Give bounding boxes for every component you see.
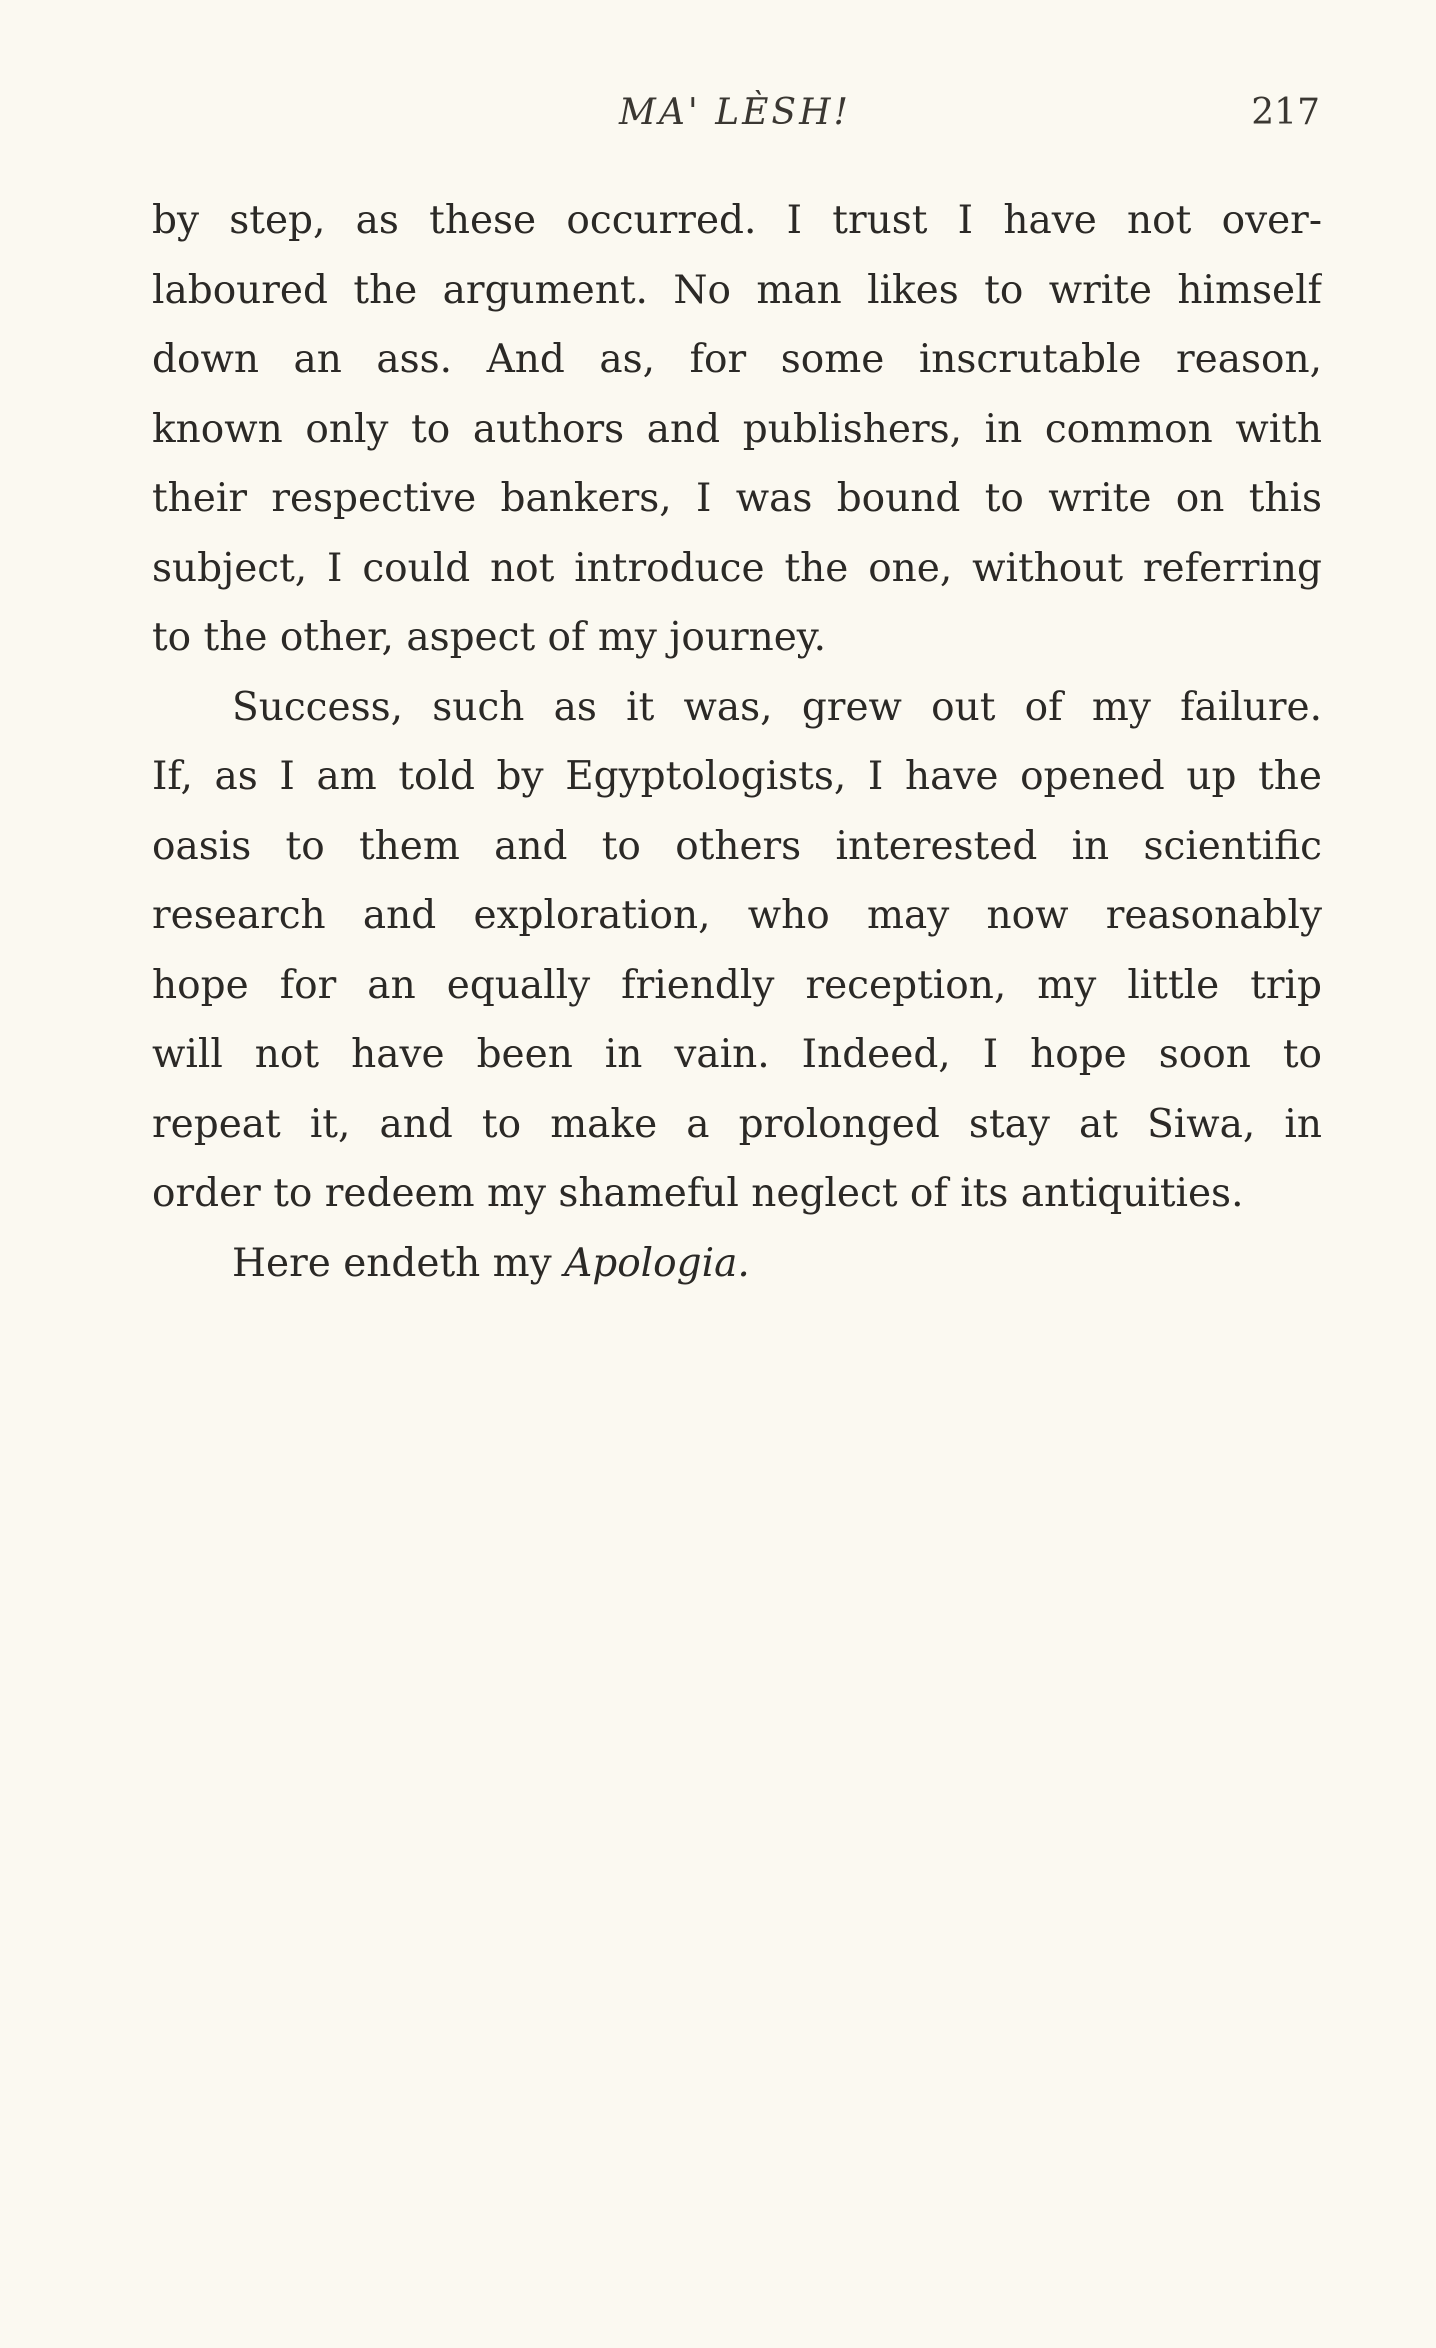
closing-text: Here endeth my [232,1240,565,1286]
text-line: repeat it, and to make a prolonged stay at Siwa, in [152,1101,1322,1147]
text-line: subject, I could not introduce the one, without referring [152,545,1322,591]
text-line: oasis to them and to others interested in scientific [152,823,1322,869]
page-header [150,92,1320,142]
page-number: 217 [1251,92,1320,133]
text-line: to the other, aspect of my journey. [152,615,827,660]
text-line: will not have been in vain. Indeed, I hope soon to [152,1032,1322,1077]
apologia-word: Apologia. [564,1240,750,1286]
closing-line [152,1229,1322,1299]
text-line: known only to authors and publishers, in common with [152,406,1322,452]
text-line: Success, such as it was, grew out of my failure. [232,684,1322,730]
text-line: their respective bankers, I was bound to write on this [152,476,1322,521]
text-line: order to redeem my shameful neglect of its antiquities. [152,1171,1244,1216]
text-line: If, as I am told by Egyptologists, I have opened up the [152,754,1322,799]
running-title: MA' LÈSH! [619,92,851,133]
body-text [152,186,1322,1298]
text-line: hope for an equally friendly reception, my little trip [152,962,1322,1008]
text-line: research and exploration, who may now reasonably [152,893,1322,938]
text-line: laboured the argument. No man likes to write himself [152,267,1322,313]
text-line: down an ass. And as, for some inscrutable reason, [152,337,1322,382]
text-line: by step, as these occurred. I trust I have not over- [152,198,1322,243]
